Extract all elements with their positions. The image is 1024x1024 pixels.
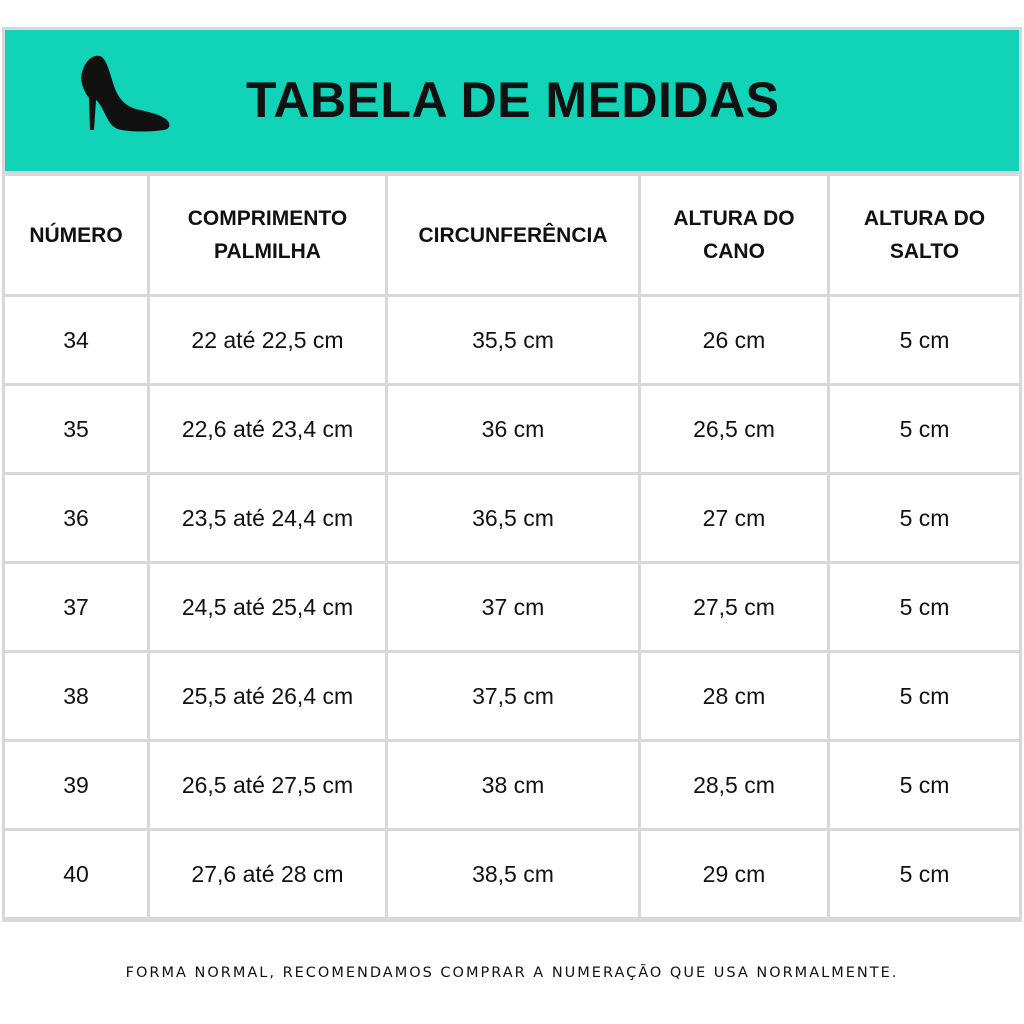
table-cell-altura-do-salto: 5 cm — [830, 742, 1019, 828]
column-header-numero: NÚMERO — [5, 176, 147, 294]
table-cell-altura-do-cano: 27,5 cm — [641, 564, 827, 650]
table-cell-circunferencia: 37,5 cm — [388, 653, 638, 739]
table-cell-altura-do-cano: 28,5 cm — [641, 742, 827, 828]
table-cell-circunferencia: 37 cm — [388, 564, 638, 650]
table-cell-altura-do-cano: 28 cm — [641, 653, 827, 739]
column-header-comprimento-palmilha: COMPRIMENTO PALMILHA — [150, 176, 385, 294]
footer-note: FORMA NORMAL, RECOMENDAMOS COMPRAR A NUMERAÇÃO QUE USA NORMALMENTE. — [125, 965, 899, 981]
table-cell-altura-do-cano: 27 cm — [641, 475, 827, 561]
table-cell-altura-do-cano: 26 cm — [641, 297, 827, 383]
table-cell-numero: 39 — [5, 742, 147, 828]
table-cell-circunferencia: 36,5 cm — [388, 475, 638, 561]
table-cell-numero: 36 — [5, 475, 147, 561]
table-cell-altura-do-salto: 5 cm — [830, 564, 1019, 650]
table-cell-circunferencia: 35,5 cm — [388, 297, 638, 383]
table-cell-comprimento-palmilha: 22,6 até 23,4 cm — [150, 386, 385, 472]
table-cell-altura-do-salto: 5 cm — [830, 831, 1019, 917]
table-cell-altura-do-salto: 5 cm — [830, 297, 1019, 383]
table-cell-altura-do-cano: 26,5 cm — [641, 386, 827, 472]
table-cell-numero: 38 — [5, 653, 147, 739]
table-cell-numero: 34 — [5, 297, 147, 383]
table-cell-altura-do-cano: 29 cm — [641, 831, 827, 917]
table-cell-numero: 37 — [5, 564, 147, 650]
table-cell-altura-do-salto: 5 cm — [830, 475, 1019, 561]
table-cell-circunferencia: 38 cm — [388, 742, 638, 828]
table-cell-comprimento-palmilha: 24,5 até 25,4 cm — [150, 564, 385, 650]
table-cell-comprimento-palmilha: 26,5 até 27,5 cm — [150, 742, 385, 828]
table-cell-numero: 35 — [5, 386, 147, 472]
table-cell-altura-do-salto: 5 cm — [830, 653, 1019, 739]
column-header-altura-do-cano: ALTURA DO CANO — [641, 176, 827, 294]
column-header-altura-do-salto: ALTURA DO SALTO — [830, 176, 1019, 294]
table-cell-comprimento-palmilha: 22 até 22,5 cm — [150, 297, 385, 383]
table-cell-comprimento-palmilha: 23,5 até 24,4 cm — [150, 475, 385, 561]
high-heel-shoe-icon — [78, 52, 172, 134]
table-cell-altura-do-salto: 5 cm — [830, 386, 1019, 472]
table-cell-circunferencia: 36 cm — [388, 386, 638, 472]
table-cell-circunferencia: 38,5 cm — [388, 831, 638, 917]
table-cell-comprimento-palmilha: 25,5 até 26,4 cm — [150, 653, 385, 739]
page-title: TABELA DE MEDIDAS — [246, 72, 780, 128]
table-cell-numero: 40 — [5, 831, 147, 917]
table-cell-comprimento-palmilha: 27,6 até 28 cm — [150, 831, 385, 917]
column-header-circunferencia: CIRCUNFERÊNCIA — [388, 176, 638, 294]
